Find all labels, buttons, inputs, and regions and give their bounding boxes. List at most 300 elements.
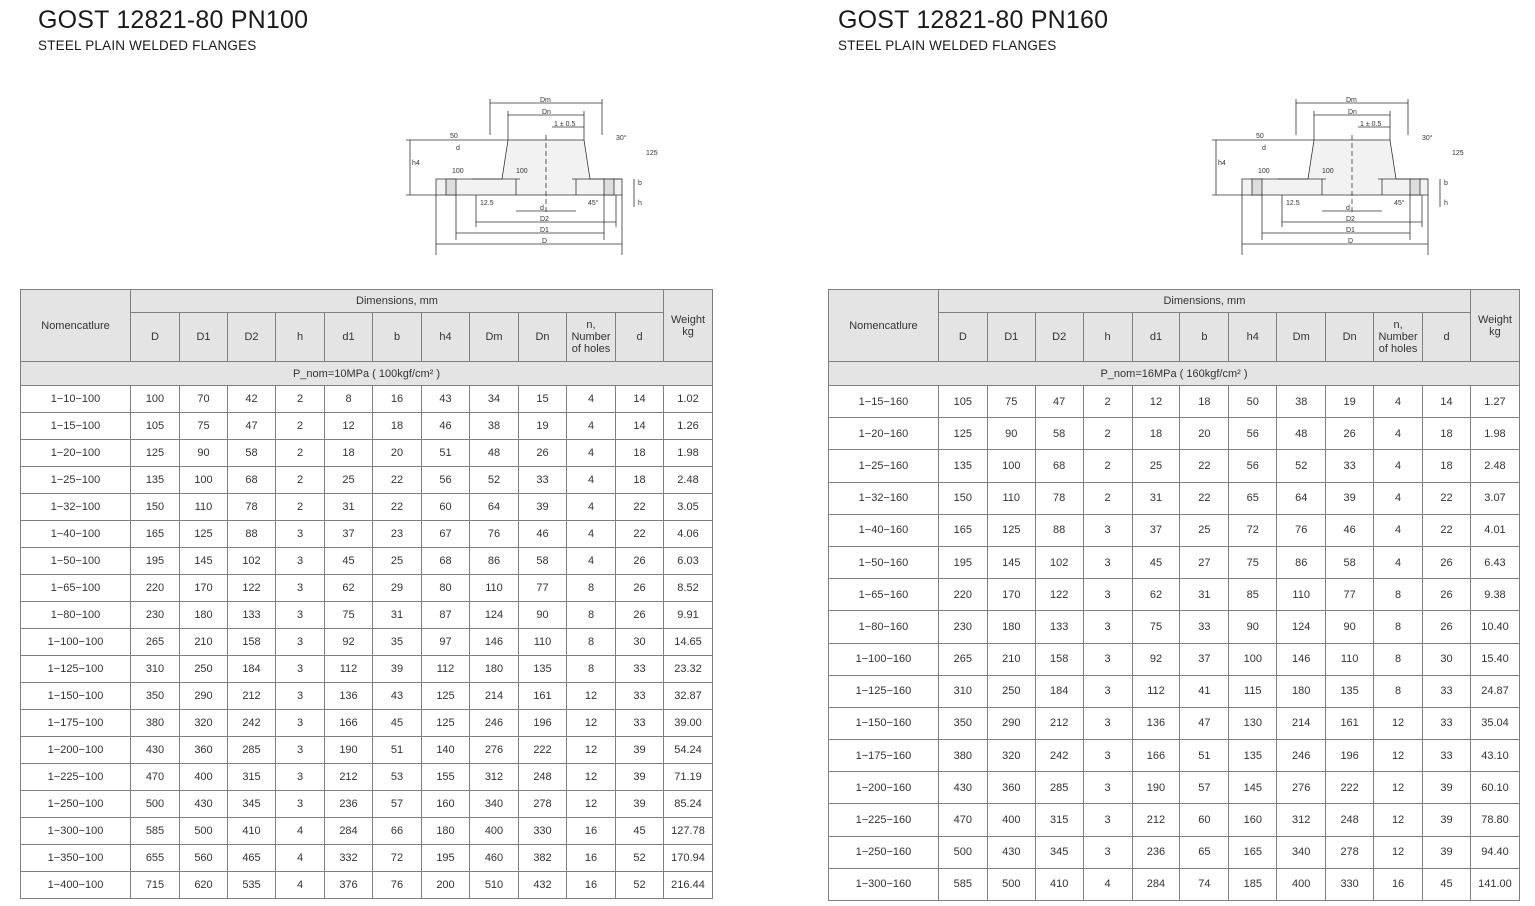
table-cell: 165 xyxy=(1229,836,1277,868)
table-cell: 170.94 xyxy=(664,845,713,872)
table-cell: 284 xyxy=(325,818,373,845)
table-cell: 500 xyxy=(987,868,1035,900)
table-cell: 115 xyxy=(1229,675,1277,707)
label-d-bottom: d xyxy=(1346,205,1350,212)
table-row xyxy=(829,707,1520,739)
table-cell: 285 xyxy=(1035,772,1083,804)
table-cell: 72 xyxy=(373,845,422,872)
label-d-top: d xyxy=(456,145,460,152)
table-cell: 150 xyxy=(938,482,987,514)
table-cell: 145 xyxy=(180,548,228,575)
table-row xyxy=(21,548,713,575)
label-h: h xyxy=(1444,200,1448,207)
table-cell: 47 xyxy=(1180,707,1229,739)
table-cell: 165 xyxy=(131,521,180,548)
header-weight: Weight kg xyxy=(664,290,713,362)
label-d-top: d xyxy=(1262,145,1266,152)
table-cell: 430 xyxy=(987,836,1035,868)
label-dm: Dm xyxy=(540,97,551,104)
header-col-h: h xyxy=(276,313,325,362)
table-cell: 71.19 xyxy=(664,764,713,791)
label-b: b xyxy=(1444,180,1448,187)
table-cell: 380 xyxy=(131,710,180,737)
table-cell: 220 xyxy=(131,575,180,602)
table-cell: 100 xyxy=(1229,643,1277,675)
table-cell: 127.78 xyxy=(664,818,713,845)
cell-nomenclature: 1−125−100 xyxy=(21,656,131,683)
table-cell: 22 xyxy=(1180,450,1229,482)
table-cell: 48 xyxy=(1277,418,1326,450)
table-cell: 8.52 xyxy=(664,575,713,602)
cell-nomenclature: 1−20−160 xyxy=(829,418,939,450)
label-d1: D1 xyxy=(540,227,549,234)
table-cell: 135 xyxy=(938,450,987,482)
table-cell: 4 xyxy=(1374,482,1423,514)
header-col-holes: n, Number of holes xyxy=(567,313,616,362)
table-cell: 110 xyxy=(180,494,228,521)
table-cell: 33 xyxy=(1423,740,1471,772)
table-cell: 12 xyxy=(1374,707,1423,739)
table-cell: 12 xyxy=(1132,386,1180,418)
table-cell: 30 xyxy=(1423,643,1471,675)
cell-nomenclature: 1−200−160 xyxy=(829,772,939,804)
table-cell: 2 xyxy=(276,413,325,440)
table-cell: 340 xyxy=(1277,836,1326,868)
table-cell: 18 xyxy=(1132,418,1180,450)
cell-nomenclature: 1−100−100 xyxy=(21,629,131,656)
table-cell: 47 xyxy=(228,413,276,440)
table-cell: 56 xyxy=(422,467,470,494)
table-row xyxy=(21,764,713,791)
label-rough-100a: 100 xyxy=(1258,168,1270,175)
table-cell: 290 xyxy=(987,707,1035,739)
table-cell: 400 xyxy=(1277,868,1326,900)
table-cell: 6.43 xyxy=(1470,546,1519,578)
table-cell: 3 xyxy=(276,683,325,710)
table-cell: 33 xyxy=(616,683,664,710)
table-cell: 24.87 xyxy=(1470,675,1519,707)
header-nomenclature: Nomencatlure xyxy=(21,290,131,362)
table-cell: 236 xyxy=(1132,836,1180,868)
header-col-hole-d: d xyxy=(1423,313,1471,362)
table-cell: 57 xyxy=(1180,772,1229,804)
table-cell: 94.40 xyxy=(1470,836,1519,868)
table-cell: 2.48 xyxy=(664,467,713,494)
table-cell: 60 xyxy=(422,494,470,521)
cell-nomenclature: 1−250−100 xyxy=(21,791,131,818)
table-cell: 18 xyxy=(325,440,373,467)
table-cell: 715 xyxy=(131,872,180,899)
flange-drawing-svg xyxy=(412,95,658,260)
table-cell: 46 xyxy=(519,521,567,548)
table-cell: 43 xyxy=(373,683,422,710)
table-row xyxy=(21,683,713,710)
table-cell: 125 xyxy=(422,710,470,737)
table-cell: 78 xyxy=(228,494,276,521)
table-cell: 18 xyxy=(1423,418,1471,450)
label-h4: h4 xyxy=(1218,160,1226,167)
header-col-h: h xyxy=(1083,313,1132,362)
table-cell: 47 xyxy=(1035,386,1083,418)
table-cell: 340 xyxy=(470,791,519,818)
label-tolerance: 1 ± 0.5 xyxy=(554,121,576,128)
table-cell: 66 xyxy=(373,818,422,845)
table-cell: 8 xyxy=(567,575,616,602)
label-rough-50: 50 xyxy=(450,133,458,140)
cell-nomenclature: 1−225−160 xyxy=(829,804,939,836)
pressure-banner: P_nom=10MPa ( 100kgf/cm² ) xyxy=(21,362,713,386)
page-title: GOST 12821-80 PN160 xyxy=(838,6,1109,34)
table-cell: 8 xyxy=(567,629,616,656)
table-cell: 26 xyxy=(616,602,664,629)
table-cell: 430 xyxy=(131,737,180,764)
table-cell: 12 xyxy=(567,791,616,818)
table-cell: 222 xyxy=(1326,772,1374,804)
table-cell: 31 xyxy=(325,494,373,521)
table-cell: 15 xyxy=(519,386,567,413)
table-row xyxy=(21,386,713,413)
table-cell: 2 xyxy=(1083,450,1132,482)
header-col-d1-small: d1 xyxy=(1132,313,1180,362)
table-cell: 9.38 xyxy=(1470,579,1519,611)
table-row xyxy=(21,872,713,899)
table-cell: 33 xyxy=(1180,611,1229,643)
cell-nomenclature: 1−20−100 xyxy=(21,440,131,467)
table-cell: 620 xyxy=(180,872,228,899)
table-cell: 145 xyxy=(1229,772,1277,804)
header-col-b: b xyxy=(1180,313,1229,362)
table-cell: 195 xyxy=(131,548,180,575)
table-cell: 39 xyxy=(616,791,664,818)
table-cell: 31 xyxy=(1180,579,1229,611)
table-row xyxy=(829,386,1520,418)
cell-nomenclature: 1−40−160 xyxy=(829,514,939,546)
table-cell: 65 xyxy=(1229,482,1277,514)
cell-nomenclature: 1−200−100 xyxy=(21,737,131,764)
label-h4: h4 xyxy=(412,160,420,167)
table-cell: 31 xyxy=(373,602,422,629)
table-row xyxy=(829,450,1520,482)
table-cell: 4 xyxy=(1374,546,1423,578)
table-cell: 4 xyxy=(276,845,325,872)
table-cell: 4 xyxy=(276,818,325,845)
header-col-d2: D2 xyxy=(228,313,276,362)
table-cell: 25 xyxy=(1132,450,1180,482)
table-cell: 180 xyxy=(1277,675,1326,707)
table-cell: 3 xyxy=(1083,643,1132,675)
cell-nomenclature: 1−50−100 xyxy=(21,548,131,575)
table-cell: 230 xyxy=(131,602,180,629)
label-dn: Dn xyxy=(1348,109,1357,116)
table-cell: 146 xyxy=(1277,643,1326,675)
table-cell: 34 xyxy=(470,386,519,413)
table-cell: 52 xyxy=(616,872,664,899)
table-cell: 125 xyxy=(938,418,987,450)
table-cell: 20 xyxy=(373,440,422,467)
header-col-b: b xyxy=(373,313,422,362)
table-cell: 100 xyxy=(180,467,228,494)
table-cell: 33 xyxy=(1423,707,1471,739)
table-cell: 8 xyxy=(1374,675,1423,707)
header-nomenclature: Nomencatlure xyxy=(829,290,939,362)
table-cell: 236 xyxy=(325,791,373,818)
table-cell: 216.44 xyxy=(664,872,713,899)
table-cell: 37 xyxy=(1132,514,1180,546)
table-cell: 2 xyxy=(1083,386,1132,418)
cell-nomenclature: 1−175−100 xyxy=(21,710,131,737)
table-cell: 510 xyxy=(470,872,519,899)
table-cell: 2.48 xyxy=(1470,450,1519,482)
table-cell: 655 xyxy=(131,845,180,872)
table-cell: 48 xyxy=(470,440,519,467)
table-cell: 72 xyxy=(1229,514,1277,546)
table-cell: 2 xyxy=(276,494,325,521)
table-cell: 65 xyxy=(1180,836,1229,868)
table-cell: 3 xyxy=(276,629,325,656)
table-cell: 67 xyxy=(422,521,470,548)
table-cell: 14.65 xyxy=(664,629,713,656)
table-cell: 210 xyxy=(987,643,1035,675)
cell-nomenclature: 1−10−100 xyxy=(21,386,131,413)
table-cell: 125 xyxy=(131,440,180,467)
table-cell: 58 xyxy=(519,548,567,575)
cell-nomenclature: 1−25−100 xyxy=(21,467,131,494)
table-cell: 26 xyxy=(616,548,664,575)
cell-nomenclature: 1−150−160 xyxy=(829,707,939,739)
flange-table xyxy=(20,289,713,899)
table-row xyxy=(21,845,713,872)
table-cell: 230 xyxy=(938,611,987,643)
table-cell: 312 xyxy=(470,764,519,791)
table-cell: 60.10 xyxy=(1470,772,1519,804)
table-cell: 3 xyxy=(1083,707,1132,739)
table-row xyxy=(21,737,713,764)
table-cell: 135 xyxy=(1326,675,1374,707)
table-cell: 20 xyxy=(1180,418,1229,450)
table-cell: 180 xyxy=(180,602,228,629)
table-cell: 315 xyxy=(228,764,276,791)
table-cell: 76 xyxy=(373,872,422,899)
table-cell: 145 xyxy=(987,546,1035,578)
table-cell: 3 xyxy=(276,548,325,575)
table-cell: 430 xyxy=(180,791,228,818)
table-cell: 68 xyxy=(1035,450,1083,482)
header-col-h4: h4 xyxy=(1229,313,1277,362)
label-rough-125: 12.5 xyxy=(1286,200,1300,207)
header-col-d2: D2 xyxy=(1035,313,1083,362)
label-h: h xyxy=(638,200,642,207)
table-cell: 92 xyxy=(325,629,373,656)
table-cell: 3 xyxy=(276,521,325,548)
table-cell: 4.06 xyxy=(664,521,713,548)
table-cell: 41 xyxy=(1180,675,1229,707)
table-cell: 58 xyxy=(1035,418,1083,450)
table-cell: 4 xyxy=(1083,868,1132,900)
table-cell: 220 xyxy=(938,579,987,611)
table-cell: 22 xyxy=(616,521,664,548)
table-cell: 1.26 xyxy=(664,413,713,440)
table-cell: 166 xyxy=(1132,740,1180,772)
table-cell: 16 xyxy=(567,872,616,899)
table-cell: 214 xyxy=(1277,707,1326,739)
label-angle-30: 30° xyxy=(1422,135,1433,142)
table-cell: 8 xyxy=(567,656,616,683)
table-cell: 135 xyxy=(131,467,180,494)
table-cell: 102 xyxy=(228,548,276,575)
table-cell: 170 xyxy=(987,579,1035,611)
table-cell: 45 xyxy=(616,818,664,845)
table-cell: 135 xyxy=(1229,740,1277,772)
table-cell: 12 xyxy=(1374,740,1423,772)
table-cell: 85 xyxy=(1229,579,1277,611)
header-weight: Weight kg xyxy=(1470,290,1519,362)
table-cell: 52 xyxy=(616,845,664,872)
table-cell: 248 xyxy=(519,764,567,791)
page-title: GOST 12821-80 PN100 xyxy=(38,6,309,34)
table-cell: 50 xyxy=(1229,386,1277,418)
table-cell: 100 xyxy=(987,450,1035,482)
table-cell: 68 xyxy=(422,548,470,575)
table-cell: 60 xyxy=(1180,804,1229,836)
header-col-d: D xyxy=(131,313,180,362)
table-cell: 45 xyxy=(325,548,373,575)
table-cell: 57 xyxy=(373,791,422,818)
cell-nomenclature: 1−175−160 xyxy=(829,740,939,772)
table-cell: 3 xyxy=(276,710,325,737)
table-cell: 33 xyxy=(1423,675,1471,707)
table-cell: 110 xyxy=(470,575,519,602)
table-row xyxy=(21,494,713,521)
table-cell: 180 xyxy=(987,611,1035,643)
table-cell: 4 xyxy=(567,440,616,467)
table-cell: 222 xyxy=(519,737,567,764)
table-cell: 26 xyxy=(1326,418,1374,450)
table-cell: 22 xyxy=(1180,482,1229,514)
table-cell: 195 xyxy=(938,546,987,578)
table-cell: 22 xyxy=(373,467,422,494)
table-cell: 14 xyxy=(1423,386,1471,418)
table-cell: 26 xyxy=(1423,611,1471,643)
table-row xyxy=(829,836,1520,868)
table-cell: 15.40 xyxy=(1470,643,1519,675)
table-cell: 248 xyxy=(1326,804,1374,836)
table-cell: 465 xyxy=(228,845,276,872)
table-cell: 12 xyxy=(1374,836,1423,868)
table-cell: 3.07 xyxy=(1470,482,1519,514)
table-cell: 3 xyxy=(1083,772,1132,804)
table-cell: 18 xyxy=(616,440,664,467)
table-row xyxy=(21,575,713,602)
table-cell: 12 xyxy=(325,413,373,440)
header-col-d1: D1 xyxy=(987,313,1035,362)
table-cell: 166 xyxy=(325,710,373,737)
table-cell: 33 xyxy=(1326,450,1374,482)
table-cell: 330 xyxy=(519,818,567,845)
table-cell: 3 xyxy=(1083,514,1132,546)
table-row xyxy=(829,418,1520,450)
table-body xyxy=(829,386,1520,901)
table-cell: 12 xyxy=(1374,772,1423,804)
flange-drawing xyxy=(1218,95,1464,260)
table-cell: 8 xyxy=(1374,611,1423,643)
cell-nomenclature: 1−100−160 xyxy=(829,643,939,675)
table-cell: 290 xyxy=(180,683,228,710)
table-cell: 42 xyxy=(228,386,276,413)
table-cell: 102 xyxy=(1035,546,1083,578)
label-rough-100b: 100 xyxy=(1322,168,1334,175)
table-cell: 3 xyxy=(276,656,325,683)
table-cell: 4 xyxy=(567,386,616,413)
table-cell: 160 xyxy=(1229,804,1277,836)
table-cell: 500 xyxy=(131,791,180,818)
table-cell: 110 xyxy=(1277,579,1326,611)
table-cell: 12 xyxy=(567,710,616,737)
label-angle-45: 45° xyxy=(588,200,599,207)
header-col-d1: D1 xyxy=(180,313,228,362)
table-cell: 210 xyxy=(180,629,228,656)
table-cell: 3 xyxy=(1083,611,1132,643)
table-cell: 22 xyxy=(1423,514,1471,546)
table-cell: 9.91 xyxy=(664,602,713,629)
table-cell: 39 xyxy=(1423,804,1471,836)
table-cell: 470 xyxy=(938,804,987,836)
table-cell: 8 xyxy=(567,602,616,629)
label-rough-125: 12.5 xyxy=(480,200,494,207)
table-cell: 92 xyxy=(1132,643,1180,675)
table-cell: 110 xyxy=(519,629,567,656)
table-cell: 158 xyxy=(228,629,276,656)
table-cell: 45 xyxy=(373,710,422,737)
table-cell: 2 xyxy=(276,440,325,467)
table-cell: 130 xyxy=(1229,707,1277,739)
table-cell: 31 xyxy=(1132,482,1180,514)
table-cell: 32.87 xyxy=(664,683,713,710)
table-cell: 4.01 xyxy=(1470,514,1519,546)
table-row xyxy=(829,804,1520,836)
table-cell: 45 xyxy=(1132,546,1180,578)
table-cell: 3.05 xyxy=(664,494,713,521)
table-cell: 1.02 xyxy=(664,386,713,413)
table-cell: 195 xyxy=(422,845,470,872)
table-cell: 276 xyxy=(470,737,519,764)
table-row xyxy=(21,467,713,494)
table-cell: 122 xyxy=(1035,579,1083,611)
header-col-d1-small: d1 xyxy=(325,313,373,362)
table-cell: 39 xyxy=(616,737,664,764)
table-cell: 276 xyxy=(1277,772,1326,804)
table-cell: 460 xyxy=(470,845,519,872)
cell-nomenclature: 1−225−100 xyxy=(21,764,131,791)
label-rough-100a: 100 xyxy=(452,168,464,175)
table-cell: 87 xyxy=(422,602,470,629)
table-cell: 18 xyxy=(1423,450,1471,482)
label-dm: Dm xyxy=(1346,97,1357,104)
table-cell: 25 xyxy=(325,467,373,494)
table-cell: 320 xyxy=(180,710,228,737)
table-cell: 3 xyxy=(276,575,325,602)
table-cell: 26 xyxy=(519,440,567,467)
table-cell: 278 xyxy=(1326,836,1374,868)
table-row xyxy=(829,868,1520,900)
table-cell: 64 xyxy=(470,494,519,521)
table-cell: 165 xyxy=(938,514,987,546)
table-cell: 3 xyxy=(1083,836,1132,868)
table-cell: 310 xyxy=(938,675,987,707)
table-cell: 180 xyxy=(422,818,470,845)
table-cell: 285 xyxy=(228,737,276,764)
table-cell: 3 xyxy=(276,602,325,629)
table-cell: 10.40 xyxy=(1470,611,1519,643)
